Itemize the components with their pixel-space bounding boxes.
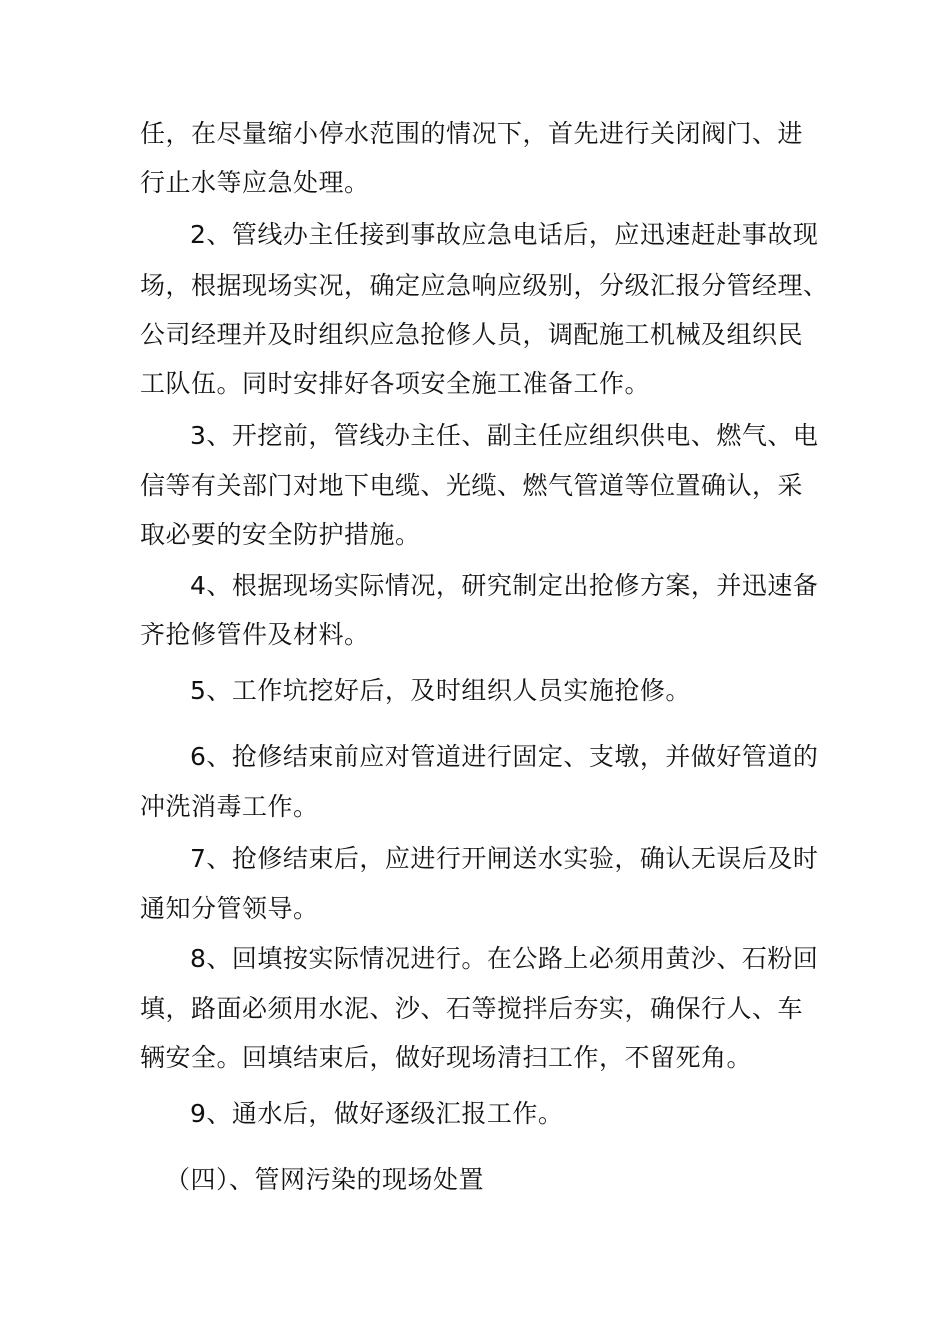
paragraph-line: 通知分管领导。 xyxy=(140,894,319,923)
paragraph-line: 7、抢修结束后，应进行开闸送水实验，确认无误后及时 xyxy=(190,844,819,873)
paragraph-line: 齐抢修管件及材料。 xyxy=(140,620,370,649)
paragraph-line: 9、通水后，做好逐级汇报工作。 xyxy=(190,1099,564,1128)
paragraph-line: 行止水等应急处理。 xyxy=(140,168,370,197)
paragraph-line: 取必要的安全防护措施。 xyxy=(140,520,421,549)
paragraph-line: 工队伍。同时安排好各项安全施工准备工作。 xyxy=(140,369,651,398)
paragraph-line: 公司经理并及时组织应急抢修人员，调配施工机械及组织民 xyxy=(140,320,804,349)
paragraph-line: 8、回填按实际情况进行。在公路上必须用黄沙、石粉回 xyxy=(190,944,819,973)
paragraph-line: 信等有关部门对地下电缆、光缆、燃气管道等位置确认，采 xyxy=(140,471,804,500)
paragraph-line: 冲洗消毒工作。 xyxy=(140,792,319,821)
paragraph-line: 5、工作坑挖好后，及时组织人员实施抢修。 xyxy=(190,676,691,705)
paragraph-line: 辆安全。回填结束后，做好现场清扫工作，不留死角。 xyxy=(140,1043,753,1072)
paragraph-line: 填，路面必须用水泥、沙、石等搅拌后夯实，确保行人、车 xyxy=(140,994,804,1023)
section-heading: （四）、管网污染的现场处置 xyxy=(165,1165,485,1194)
paragraph-line: 任，在尽量缩小停水范围的情况下，首先进行关闭阀门、进 xyxy=(140,119,804,148)
paragraph-line: 3、开挖前，管线办主任、副主任应组织供电、燃气、电 xyxy=(190,421,819,450)
paragraph-line: 场，根据现场实况，确定应急响应级别，分级汇报分管经理、 xyxy=(140,271,829,300)
paragraph-line: 4、根据现场实际情况，研究制定出抢修方案，并迅速备 xyxy=(190,571,819,600)
paragraph-line: 2、管线办主任接到事故应急电话后，应迅速赶赴事故现 xyxy=(190,220,819,249)
paragraph-line: 6、抢修结束前应对管道进行固定、支墩，并做好管道的 xyxy=(190,742,819,771)
